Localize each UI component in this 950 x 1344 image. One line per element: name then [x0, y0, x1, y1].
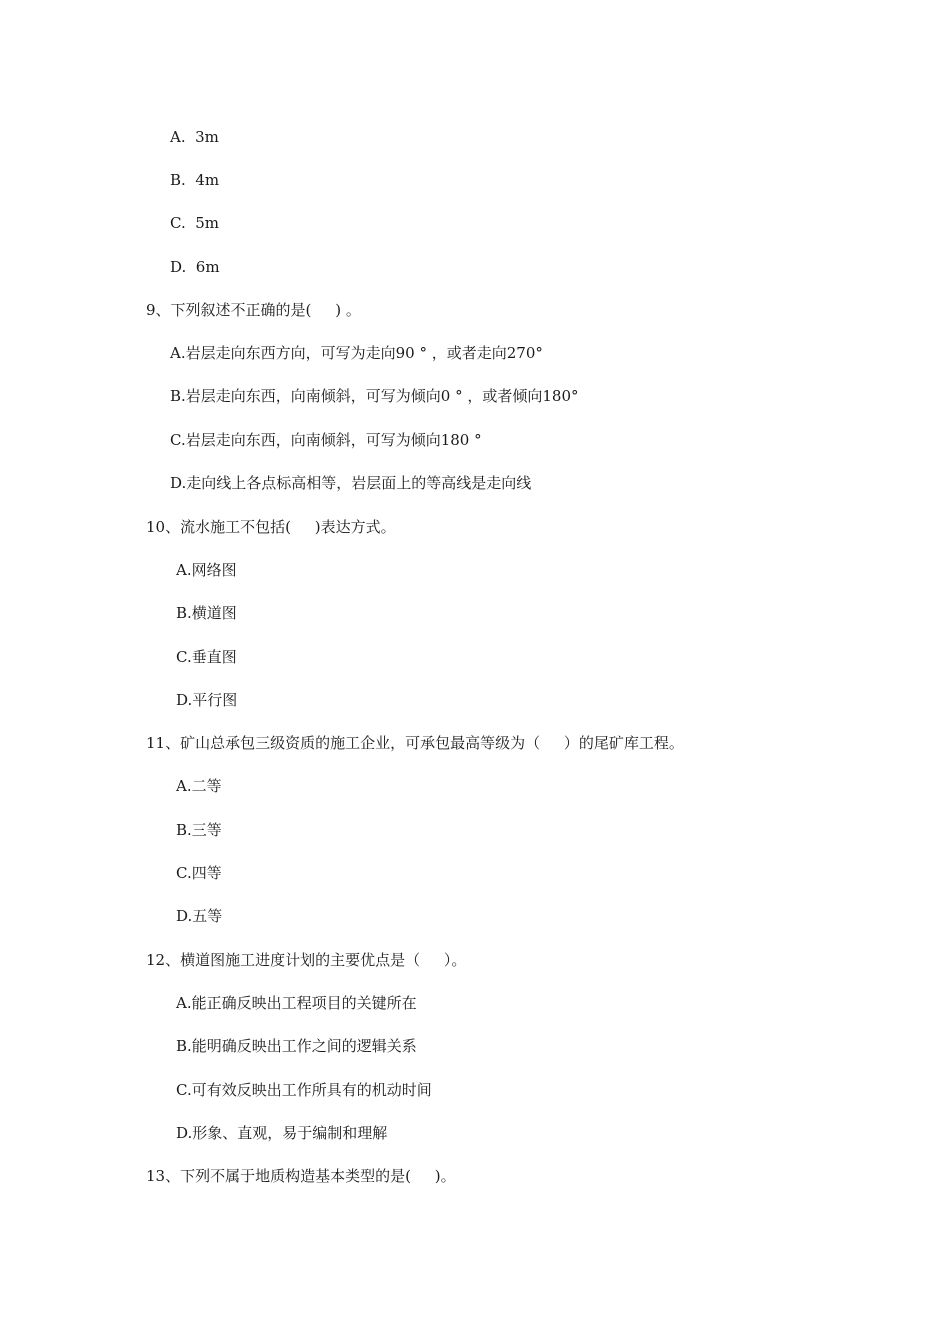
q10-option-c: C.垂直图 [176, 648, 237, 666]
q11-stem: 11、矿山总承包三级资质的施工企业，可承包最高等级为（ ）的尾矿库工程。 [146, 734, 684, 752]
q12-option-a: A.能正确反映出工程项目的关键所在 [176, 994, 417, 1012]
q10-option-d: D.平行图 [176, 691, 238, 709]
q11-option-c: C.四等 [176, 864, 222, 882]
q12-option-d: D.形象、直观，易于编制和理解 [176, 1124, 388, 1142]
q11-option-d: D.五等 [176, 907, 223, 925]
q9-option-c: C.岩层走向东西，向南倾斜，可写为倾向180 ° [170, 431, 482, 449]
q9-option-a: A.岩层走向东西方向，可写为走向90 ° ，或者走向270° [170, 344, 543, 362]
q8-option-c: C. 5m [170, 214, 220, 232]
q13-stem: 13、下列不属于地质构造基本类型的是( )。 [146, 1167, 456, 1185]
q9-option-b: B.岩层走向东西，向南倾斜，可写为倾向0 ° ，或者倾向180° [170, 387, 579, 405]
q11-option-b: B.三等 [176, 821, 222, 839]
q8-option-b: B. 4m [170, 171, 220, 189]
q12-option-c: C.可有效反映出工作所具有的机动时间 [176, 1081, 432, 1099]
q9-stem: 9、下列叙述不正确的是( ) 。 [146, 301, 361, 319]
q8-option-a: A. 3m [170, 128, 219, 146]
q10-option-a: A.网络图 [176, 561, 237, 579]
q8-option-d: D. 6m [170, 258, 220, 276]
q12-option-b: B.能明确反映出工作之间的逻辑关系 [176, 1037, 417, 1055]
q12-stem: 12、横道图施工进度计划的主要优点是（ ）。 [146, 951, 467, 969]
q9-option-d: D.走向线上各点标高相等，岩层面上的等高线是走向线 [170, 474, 532, 492]
q10-option-b: B.横道图 [176, 604, 237, 622]
q10-stem: 10、流水施工不包括( )表达方式。 [146, 518, 396, 536]
q11-option-a: A.二等 [176, 777, 222, 795]
